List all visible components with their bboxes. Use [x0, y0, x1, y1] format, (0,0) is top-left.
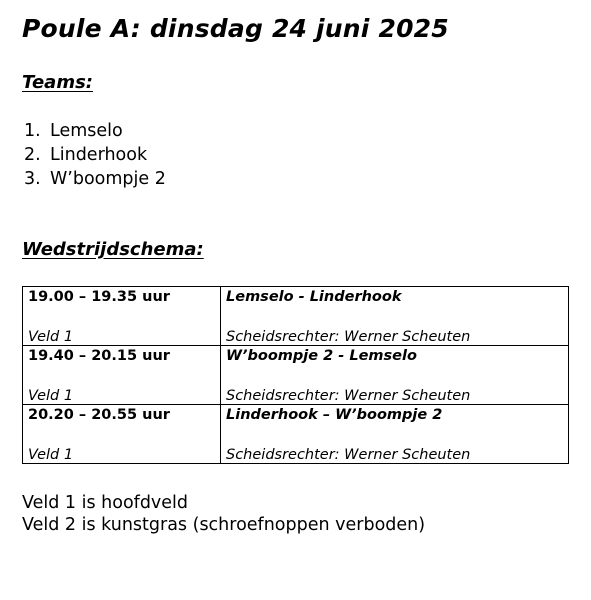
list-item	[24, 119, 166, 143]
match-field: Veld 1	[28, 329, 74, 345]
table-row	[23, 287, 569, 346]
list-item	[24, 143, 166, 167]
match-cell	[221, 405, 569, 464]
time-cell	[23, 346, 221, 405]
note-line: Veld 2 is kunstgras (schroefnoppen verboden)	[22, 515, 426, 535]
teams-heading: Teams:	[22, 72, 93, 93]
team-name: Lemselo	[50, 121, 123, 141]
match-field: Veld 1	[28, 388, 74, 404]
list-number: 2.	[24, 145, 41, 165]
match-referee: Scheidsrechter: Werner Scheuten	[226, 329, 471, 345]
match-referee: Scheidsrechter: Werner Scheuten	[226, 447, 471, 463]
match-field: Veld 1	[28, 447, 74, 463]
time-cell	[23, 405, 221, 464]
schedule-heading: Wedstrijdschema:	[22, 239, 204, 260]
match-cell	[221, 287, 569, 346]
match-teams: W’boompje 2 - Lemselo	[226, 348, 417, 364]
match-teams: Lemselo - Linderhook	[226, 289, 402, 305]
match-referee: Scheidsrechter: Werner Scheuten	[226, 388, 471, 404]
team-list	[24, 119, 166, 191]
match-time: 19.00 – 19.35 uur	[28, 289, 170, 305]
match-teams: Linderhook – W’boompje 2	[226, 407, 443, 423]
table-row	[23, 346, 569, 405]
time-cell	[23, 287, 221, 346]
team-name: W’boompje 2	[50, 169, 166, 189]
note-line: Veld 1 is hoofdveld	[22, 493, 189, 513]
table-row	[23, 405, 569, 464]
match-cell	[221, 346, 569, 405]
schedule-table	[22, 286, 569, 464]
team-name: Linderhook	[50, 145, 148, 165]
list-number: 1.	[24, 121, 41, 141]
match-time: 20.20 – 20.55 uur	[28, 407, 170, 423]
list-item	[24, 167, 166, 191]
page-title: Poule A: dinsdag 24 juni 2025	[22, 14, 449, 43]
match-time: 19.40 – 20.15 uur	[28, 348, 170, 364]
list-number: 3.	[24, 169, 41, 189]
field-notes	[22, 492, 425, 536]
